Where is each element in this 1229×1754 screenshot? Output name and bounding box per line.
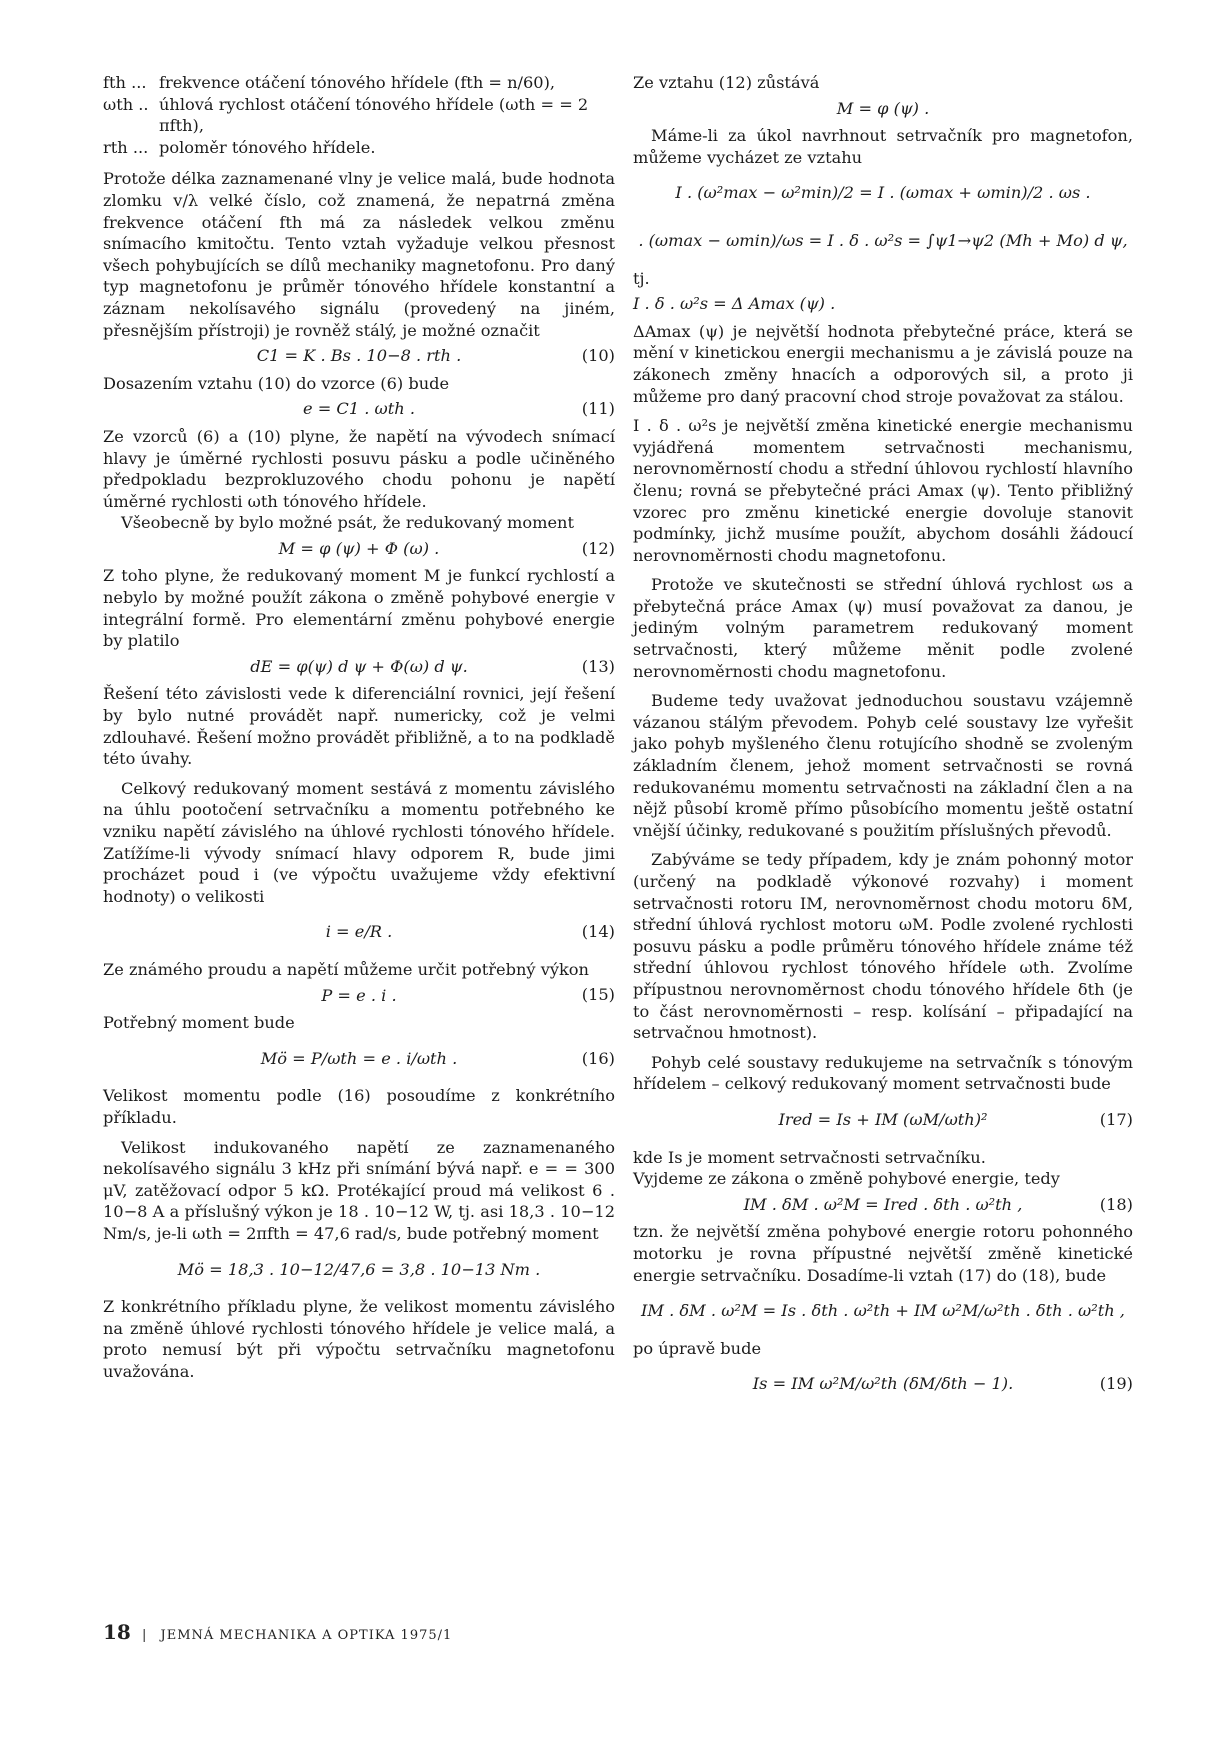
equation-r1 [633, 98, 1133, 120]
equation-17 [633, 1099, 1133, 1141]
equation-10 [103, 345, 615, 367]
definition-fth [103, 72, 615, 94]
equation-number: (15) [581, 985, 615, 1005]
equation-16 [103, 1038, 615, 1080]
paragraph: ΔAmax (ψ) je největší hodnota přebytečné práce, která se mění v kinetickou energii mechanismu a je závislá pouze na zákonech změny hnacích a odporových sil, a proto ji můžeme pro daný pracovní chod stroje považovat za stálou. [633, 321, 1133, 406]
equation-number: (19) [1099, 1374, 1133, 1394]
equation-body: M = φ (ψ) + Φ (ω) . [278, 538, 440, 558]
paragraph: Z konkrétního příkladu plyne, že velikost momentu závislého na změně úhlové rychlosti tónového hřídele je velice malá, a proto nemusí být při výpočtu setrvačníku magnetofonu uvažována. [103, 1297, 615, 1381]
equation-11 [103, 398, 615, 420]
equation-number: (12) [581, 538, 615, 558]
equation-12 [103, 538, 615, 560]
equation-number: (13) [581, 656, 615, 676]
equation-body: Is = IM ω²M/ω²th (δM/δth − 1). [752, 1374, 1014, 1394]
definition-rth [103, 137, 615, 159]
equation-13 [103, 656, 615, 678]
equation-number: (14) [581, 922, 615, 942]
footer-separator: | [141, 1628, 148, 1643]
equation-body: M = φ (ψ) . [836, 98, 930, 118]
paragraph: Protože délka zaznamenané vlny je velice malá, bude hodnota zlomku v/λ velké číslo, což znamená, že nepatrná změna frekvence otáčení fth má za následek velkou změnu snímacího kmitočtu. Tento vztah vyžaduje velkou přesnost všech pohybujících se dílů mechaniky magnetofonu. Pro daný typ magnetofonu je průměr tónového hřídele konstantní a záznam nekolísavého signálu (provedený na jiném, přesnějším přístroji) je rovněž stálý, je možné označit [103, 169, 615, 340]
equation-example [103, 1249, 615, 1291]
paragraph: kde Is je moment setrvačnosti setrvačníku. [633, 1147, 986, 1167]
equation-body: Mö = P/ωth = e . i/ωth . [260, 1048, 458, 1068]
definition-wth [103, 94, 615, 137]
paragraph: Řešení této závislosti vede k diferenciální rovnici, její řešení by bylo nutné provádět např. numericky, což je velmi zdlouhavé. Řešení možno provádět přibližně, a to na podkladě této úvahy. [103, 684, 615, 769]
paragraph: Celkový redukovaný moment sestává z momentu závislého na úhlu pootočení setrvačníku a momentu potřebného ke vzniku napětí závislého na úhlové rychlosti tónového hřídele. Zatížíme-li vývody snímací hlavy odporem R, bude jimi procházet poud i (ve výpočtu uvažujeme vždy efektivní hodnoty) o velikosti [103, 778, 615, 906]
equation-number: (10) [581, 346, 615, 366]
equation-body: IM . δM . ω²M = Is . δth . ω²th + IM ω²M/ω²th . δth . ω²th , [641, 1301, 1125, 1321]
equation-body: i = e/R . [325, 922, 393, 942]
equation-body: I . (ω²max − ω²min)/2 = I . (ωmax + ωmin)/2 . ωs . [675, 183, 1091, 203]
paragraph: Potřebný moment bude [103, 1013, 295, 1033]
equation-r3 [633, 220, 1133, 262]
definition-text: frekvence otáčení tónového hřídele (fth = n/60), [159, 73, 556, 92]
paragraph: tj. [633, 268, 650, 288]
equation-body: dE = φ(ψ) d ψ + Φ(ω) d ψ. [250, 656, 468, 676]
paragraph: Z toho plyne, že redukovaný moment M je funkcí rychlostí a nebylo by možné použít zákona o změně pohybové energie v integrální formě. Pro elementární změnu pohybové energie by platilo [103, 566, 615, 651]
paragraph: Ze vzorců (6) a (10) plyne, že napětí na vývodech snímací hlavy je úměrné rychlosti posuvu pásku a podle učiněného předpokladu bezprokluzového chodu pohonu je napětí úměrné rychlosti ωth tónového hřídele. [103, 426, 615, 511]
equation-14 [103, 911, 615, 953]
paragraph: po úpravě bude [633, 1338, 762, 1358]
paragraph: Ze známého proudu a napětí můžeme určit potřebný výkon [103, 959, 589, 979]
paragraph: Ze vztahu (12) zůstává [633, 73, 820, 92]
equation-body: I . δ . ω²s = Δ Amax (ψ) . [633, 294, 836, 314]
paragraph: tzn. že největší změna pohybové energie rotoru pohonného motorku je rovna přípustné největší změně kinetické energie setrvačníku. Dosadíme-li vztah (17) do (18), bude [633, 1222, 1133, 1285]
definition-symbol: rth ... [103, 137, 149, 157]
journal-title: JEMNÁ MECHANIKA A OPTIKA 1975/1 [160, 1628, 453, 1643]
equation-body: Ired = Is + IM (ωM/ωth)² [778, 1109, 988, 1129]
paragraph: Všeobecně by bylo možné psát, že redukovaný moment [121, 513, 574, 533]
equation-r2 [633, 172, 1133, 214]
paragraph: Vyjdeme ze zákona o změně pohybové energie, tedy [633, 1169, 1060, 1189]
definition-symbol: ωth .. [103, 94, 149, 114]
equation-body: . (ωmax − ωmin)/ωs = I . δ . ω²s = ∫ψ1→ψ2 (Mh + Mo) d ψ, [638, 230, 1128, 250]
paragraph: Máme-li za úkol navrhnout setrvačník pro magnetofon, můžeme vycházet ze vztahu [633, 126, 1133, 167]
paragraph: Zabýváme se tedy případem, kdy je znám pohonný motor (určený na podkladě výkonové rozvahy) i moment setrvačnosti rotoru IM, nerovnoměrnost chodu motoru δM, střední úhlová rychlost motoru ωM. Podle zvolené rychlosti posuvu pásku a podle průměru tónového hřídele známe též střední úhlovou rychlost tónového hřídele ωth. Zvolíme přípustnou nerovnoměrnost chodu tónového hřídele δth (je to část nerovnoměrnosti – resp. kolísání – připadající na setrvačnou hmotnost). [633, 850, 1133, 1043]
equation-r5 [633, 1290, 1133, 1332]
definition-symbol: fth ... [103, 73, 147, 92]
left-column [103, 72, 615, 1390]
paragraph: Velikost indukovaného napětí ze zaznamenaného nekolísavého signálu 3 kHz při snímání bývá např. e = = 300 μV, zatěžovací odpor 5 kΩ. Protékající proud má velikost 6 . 10−8 A a příslušný výkon je 18 . 10−12 W, tj. asi 18,3 . 10−12 Nm/s, je-li ωth = 2πfth = 47,6 rad/s, bude potřebný moment [103, 1137, 615, 1243]
equation-r4 [633, 293, 1133, 315]
page-number: 18 [103, 1620, 131, 1644]
equation-body: P = e . i . [321, 985, 397, 1005]
equation-body: Mö = 18,3 . 10−12/47,6 = 3,8 . 10−13 Nm . [177, 1259, 541, 1279]
equation-number: (18) [1099, 1194, 1133, 1214]
equation-body: IM . δM . ω²M = Ired . δth . ω²th , [743, 1194, 1023, 1214]
equation-15 [103, 985, 615, 1007]
page-footer [103, 1620, 452, 1644]
equation-19 [633, 1363, 1133, 1405]
paragraph: Dosazením vztahu (10) do vzorce (6) bude [103, 373, 450, 393]
equation-body: e = C1 . ωth . [303, 399, 415, 419]
paragraph: Budeme tedy uvažovat jednoduchou soustavu vzájemně vázanou stálým převodem. Pohyb celé soustavy lze vyřešit jako pohyb myšleného členu rotujícího shodně se zvoleným základním členem, jehož moment setrvačnosti se rovná redukovanému momentu setrvačnosti na základní člen a na nějž působí kromě přímo působícího momentu ještě ostatní vnější účinky, redukované s použitím příslušných převodů. [633, 691, 1133, 840]
paragraph: I . δ . ω²s je největší změna kinetické energie mechanismu vyjádřená momentem setrvačnosti mechanismu, nerovnoměrností chodu a střední úhlovou rychlostí hlavního členu; rovná se přebytečné práci Amax (ψ). Tento přibližný vzorec pro změnu kinetické energie dovoluje stanovit podmínky, jichž musíme použít, abychom dosáhli žádoucí nerovnoměrnosti chodu magnetofonu. [633, 416, 1133, 565]
equation-number: (17) [1099, 1109, 1133, 1129]
paragraph: Pohyb celé soustavy redukujeme na setrvačník s tónovým hřídelem – celkový redukovaný moment setrvačnosti bude [633, 1052, 1133, 1094]
paragraph: Velikost momentu podle (16) posoudíme z konkrétního příkladu. [103, 1086, 615, 1127]
paragraph: Protože ve skutečnosti se střední úhlová rychlost ωs a přebytečná práce Amax (ψ) musí považovat za danou, je jediným volným parametrem redukovaný moment setrvačnosti, který můžeme měnit podle zvolené nerovnoměrnosti chodu magnetofonu. [633, 575, 1133, 681]
right-column [633, 72, 1133, 1411]
definition-text: úhlová rychlost otáčení tónového hřídele (ωth = = 2 πfth), [159, 94, 589, 136]
equation-body: C1 = K . Bs . 10−8 . rth . [256, 346, 462, 366]
definition-text: poloměr tónového hřídele. [159, 137, 376, 157]
equation-number: (11) [581, 399, 615, 419]
equation-18 [633, 1194, 1133, 1216]
equation-number: (16) [581, 1048, 615, 1068]
